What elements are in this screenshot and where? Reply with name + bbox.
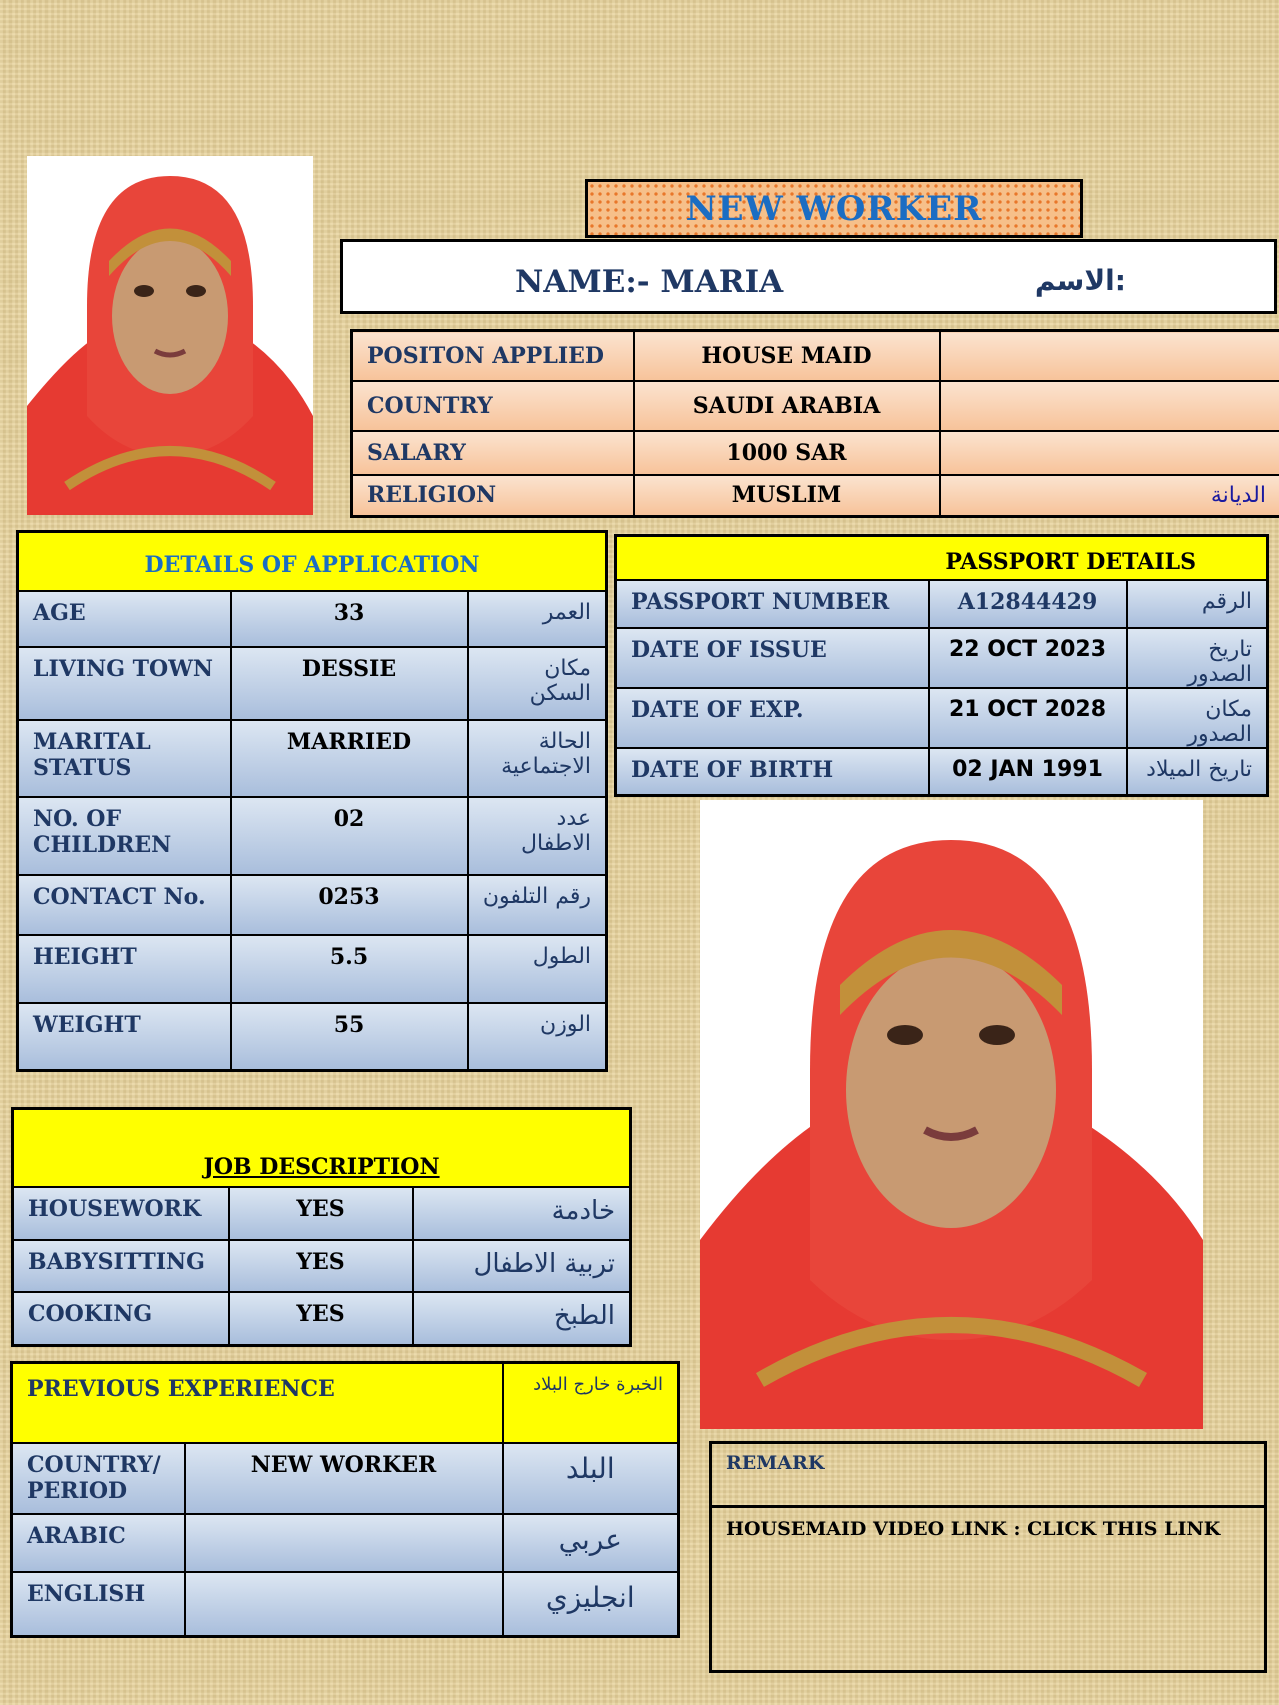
table-row bbox=[18, 797, 607, 875]
table-header-row bbox=[616, 536, 1268, 580]
table-row bbox=[13, 1240, 631, 1292]
application-title: DETAILS OF APPLICATION bbox=[18, 532, 607, 591]
row-label: DATE OF EXP. bbox=[616, 688, 929, 748]
table-row bbox=[13, 1292, 631, 1346]
row-value: 02 JAN 1991 bbox=[929, 748, 1127, 796]
row-value: 5.5 bbox=[231, 935, 468, 1003]
name-arabic-label: الاسم: bbox=[1034, 264, 1126, 297]
table-row bbox=[12, 1443, 679, 1514]
row-arabic: الديانة bbox=[940, 475, 1279, 517]
table-row bbox=[616, 580, 1268, 628]
row-label: DATE OF BIRTH bbox=[616, 748, 929, 796]
row-label: CONTACT No. bbox=[18, 875, 231, 935]
row-arabic: الطول bbox=[468, 935, 607, 1003]
passport-table bbox=[614, 534, 1269, 797]
experience-title-arabic: الخبرة خارج البلاد bbox=[503, 1363, 679, 1443]
row-arabic: مكان الصدور bbox=[1127, 688, 1268, 748]
row-label: COUNTRY bbox=[352, 381, 634, 431]
row-arabic: انجليزي bbox=[503, 1572, 679, 1637]
table-row bbox=[13, 1187, 631, 1240]
row-value: MARRIED bbox=[231, 720, 468, 797]
row-label: DATE OF ISSUE bbox=[616, 628, 929, 688]
table-header-row bbox=[12, 1363, 679, 1443]
row-arabic: العمر bbox=[468, 591, 607, 647]
table-row bbox=[352, 431, 1279, 475]
name-box bbox=[340, 239, 1277, 314]
new-worker-title bbox=[585, 179, 1083, 238]
row-label: SALARY bbox=[352, 431, 634, 475]
row-value: MUSLIM bbox=[634, 475, 940, 517]
table-row bbox=[18, 1003, 607, 1071]
table-row bbox=[12, 1572, 679, 1637]
row-value: DESSIE bbox=[231, 647, 468, 720]
title-text: NEW WORKER bbox=[685, 188, 983, 229]
row-value: YES bbox=[229, 1240, 413, 1292]
row-arabic: خادمة bbox=[413, 1187, 631, 1240]
row-arabic: تاريخ الصدور bbox=[1127, 628, 1268, 688]
row-arabic: البلد bbox=[503, 1443, 679, 1514]
row-value: 1000 SAR bbox=[634, 431, 940, 475]
row-arabic: عربي bbox=[503, 1514, 679, 1572]
row-value bbox=[185, 1514, 503, 1572]
row-arabic: الطبخ bbox=[413, 1292, 631, 1346]
table-row bbox=[12, 1514, 679, 1572]
row-arabic: الوزن bbox=[468, 1003, 607, 1071]
job-title: JOB DESCRIPTION bbox=[13, 1109, 631, 1187]
row-value: YES bbox=[229, 1187, 413, 1240]
table-row bbox=[616, 748, 1268, 796]
table-row bbox=[616, 628, 1268, 688]
job-table bbox=[11, 1107, 632, 1347]
row-value: HOUSE MAID bbox=[634, 331, 940, 381]
table-row bbox=[18, 935, 607, 1003]
row-label: ARABIC bbox=[12, 1514, 185, 1572]
remark-title: REMARK bbox=[726, 1452, 825, 1474]
row-label: COUNTRY/ PERIOD bbox=[12, 1443, 185, 1514]
table-row bbox=[18, 875, 607, 935]
row-value: YES bbox=[229, 1292, 413, 1346]
row-arabic: الرقم bbox=[1127, 580, 1268, 628]
table-header-row bbox=[13, 1109, 631, 1187]
row-value: 21 OCT 2028 bbox=[929, 688, 1127, 748]
row-value: NEW WORKER bbox=[185, 1443, 503, 1514]
worker-photo-small bbox=[27, 156, 313, 515]
video-link[interactable]: HOUSEMAID VIDEO LINK : CLICK THIS LINK bbox=[726, 1518, 1221, 1540]
worker-name: NAME:- MARIA bbox=[515, 264, 784, 300]
row-label: WEIGHT bbox=[18, 1003, 231, 1071]
row-label: BABYSITTING bbox=[13, 1240, 229, 1292]
row-value: 0253 bbox=[231, 875, 468, 935]
table-row bbox=[18, 591, 607, 647]
row-label: COOKING bbox=[13, 1292, 229, 1346]
row-value: SAUDI ARABIA bbox=[634, 381, 940, 431]
experience-table bbox=[10, 1361, 680, 1638]
row-label: PASSPORT NUMBER bbox=[616, 580, 929, 628]
row-value bbox=[185, 1572, 503, 1637]
passport-title: PASSPORT DETAILS bbox=[616, 536, 1268, 580]
row-arabic: تاريخ الميلاد bbox=[1127, 748, 1268, 796]
table-row bbox=[352, 475, 1279, 517]
table-header-row bbox=[18, 532, 607, 591]
row-value: 22 OCT 2023 bbox=[929, 628, 1127, 688]
application-table bbox=[16, 530, 608, 1072]
row-label: LIVING TOWN bbox=[18, 647, 231, 720]
row-arabic bbox=[940, 331, 1279, 381]
row-arabic: تربية الاطفال bbox=[413, 1240, 631, 1292]
row-arabic: مكان السكن bbox=[468, 647, 607, 720]
row-value: 55 bbox=[231, 1003, 468, 1071]
row-value: A12844429 bbox=[929, 580, 1127, 628]
remark-body bbox=[712, 1508, 1264, 1550]
row-label: HOUSEWORK bbox=[13, 1187, 229, 1240]
experience-title: PREVIOUS EXPERIENCE bbox=[12, 1363, 503, 1443]
remark-header bbox=[712, 1444, 1264, 1508]
remark-box bbox=[709, 1441, 1267, 1673]
row-arabic bbox=[940, 381, 1279, 431]
worker-photo-large bbox=[700, 800, 1203, 1429]
table-row bbox=[616, 688, 1268, 748]
table-row bbox=[18, 720, 607, 797]
row-arabic: رقم التلفون bbox=[468, 875, 607, 935]
row-label: MARITAL STATUS bbox=[18, 720, 231, 797]
table-row bbox=[352, 381, 1279, 431]
row-arabic: عدد الاطفال bbox=[468, 797, 607, 875]
row-label: HEIGHT bbox=[18, 935, 231, 1003]
row-value: 33 bbox=[231, 591, 468, 647]
row-arabic bbox=[940, 431, 1279, 475]
row-label: RELIGION bbox=[352, 475, 634, 517]
row-label: NO. OF CHILDREN bbox=[18, 797, 231, 875]
row-value: 02 bbox=[231, 797, 468, 875]
position-table bbox=[350, 329, 1279, 518]
row-label: AGE bbox=[18, 591, 231, 647]
row-label: ENGLISH bbox=[12, 1572, 185, 1637]
table-row bbox=[18, 647, 607, 720]
table-row bbox=[352, 331, 1279, 381]
row-label: POSITON APPLIED bbox=[352, 331, 634, 381]
row-arabic: الحالة الاجتماعية bbox=[468, 720, 607, 797]
